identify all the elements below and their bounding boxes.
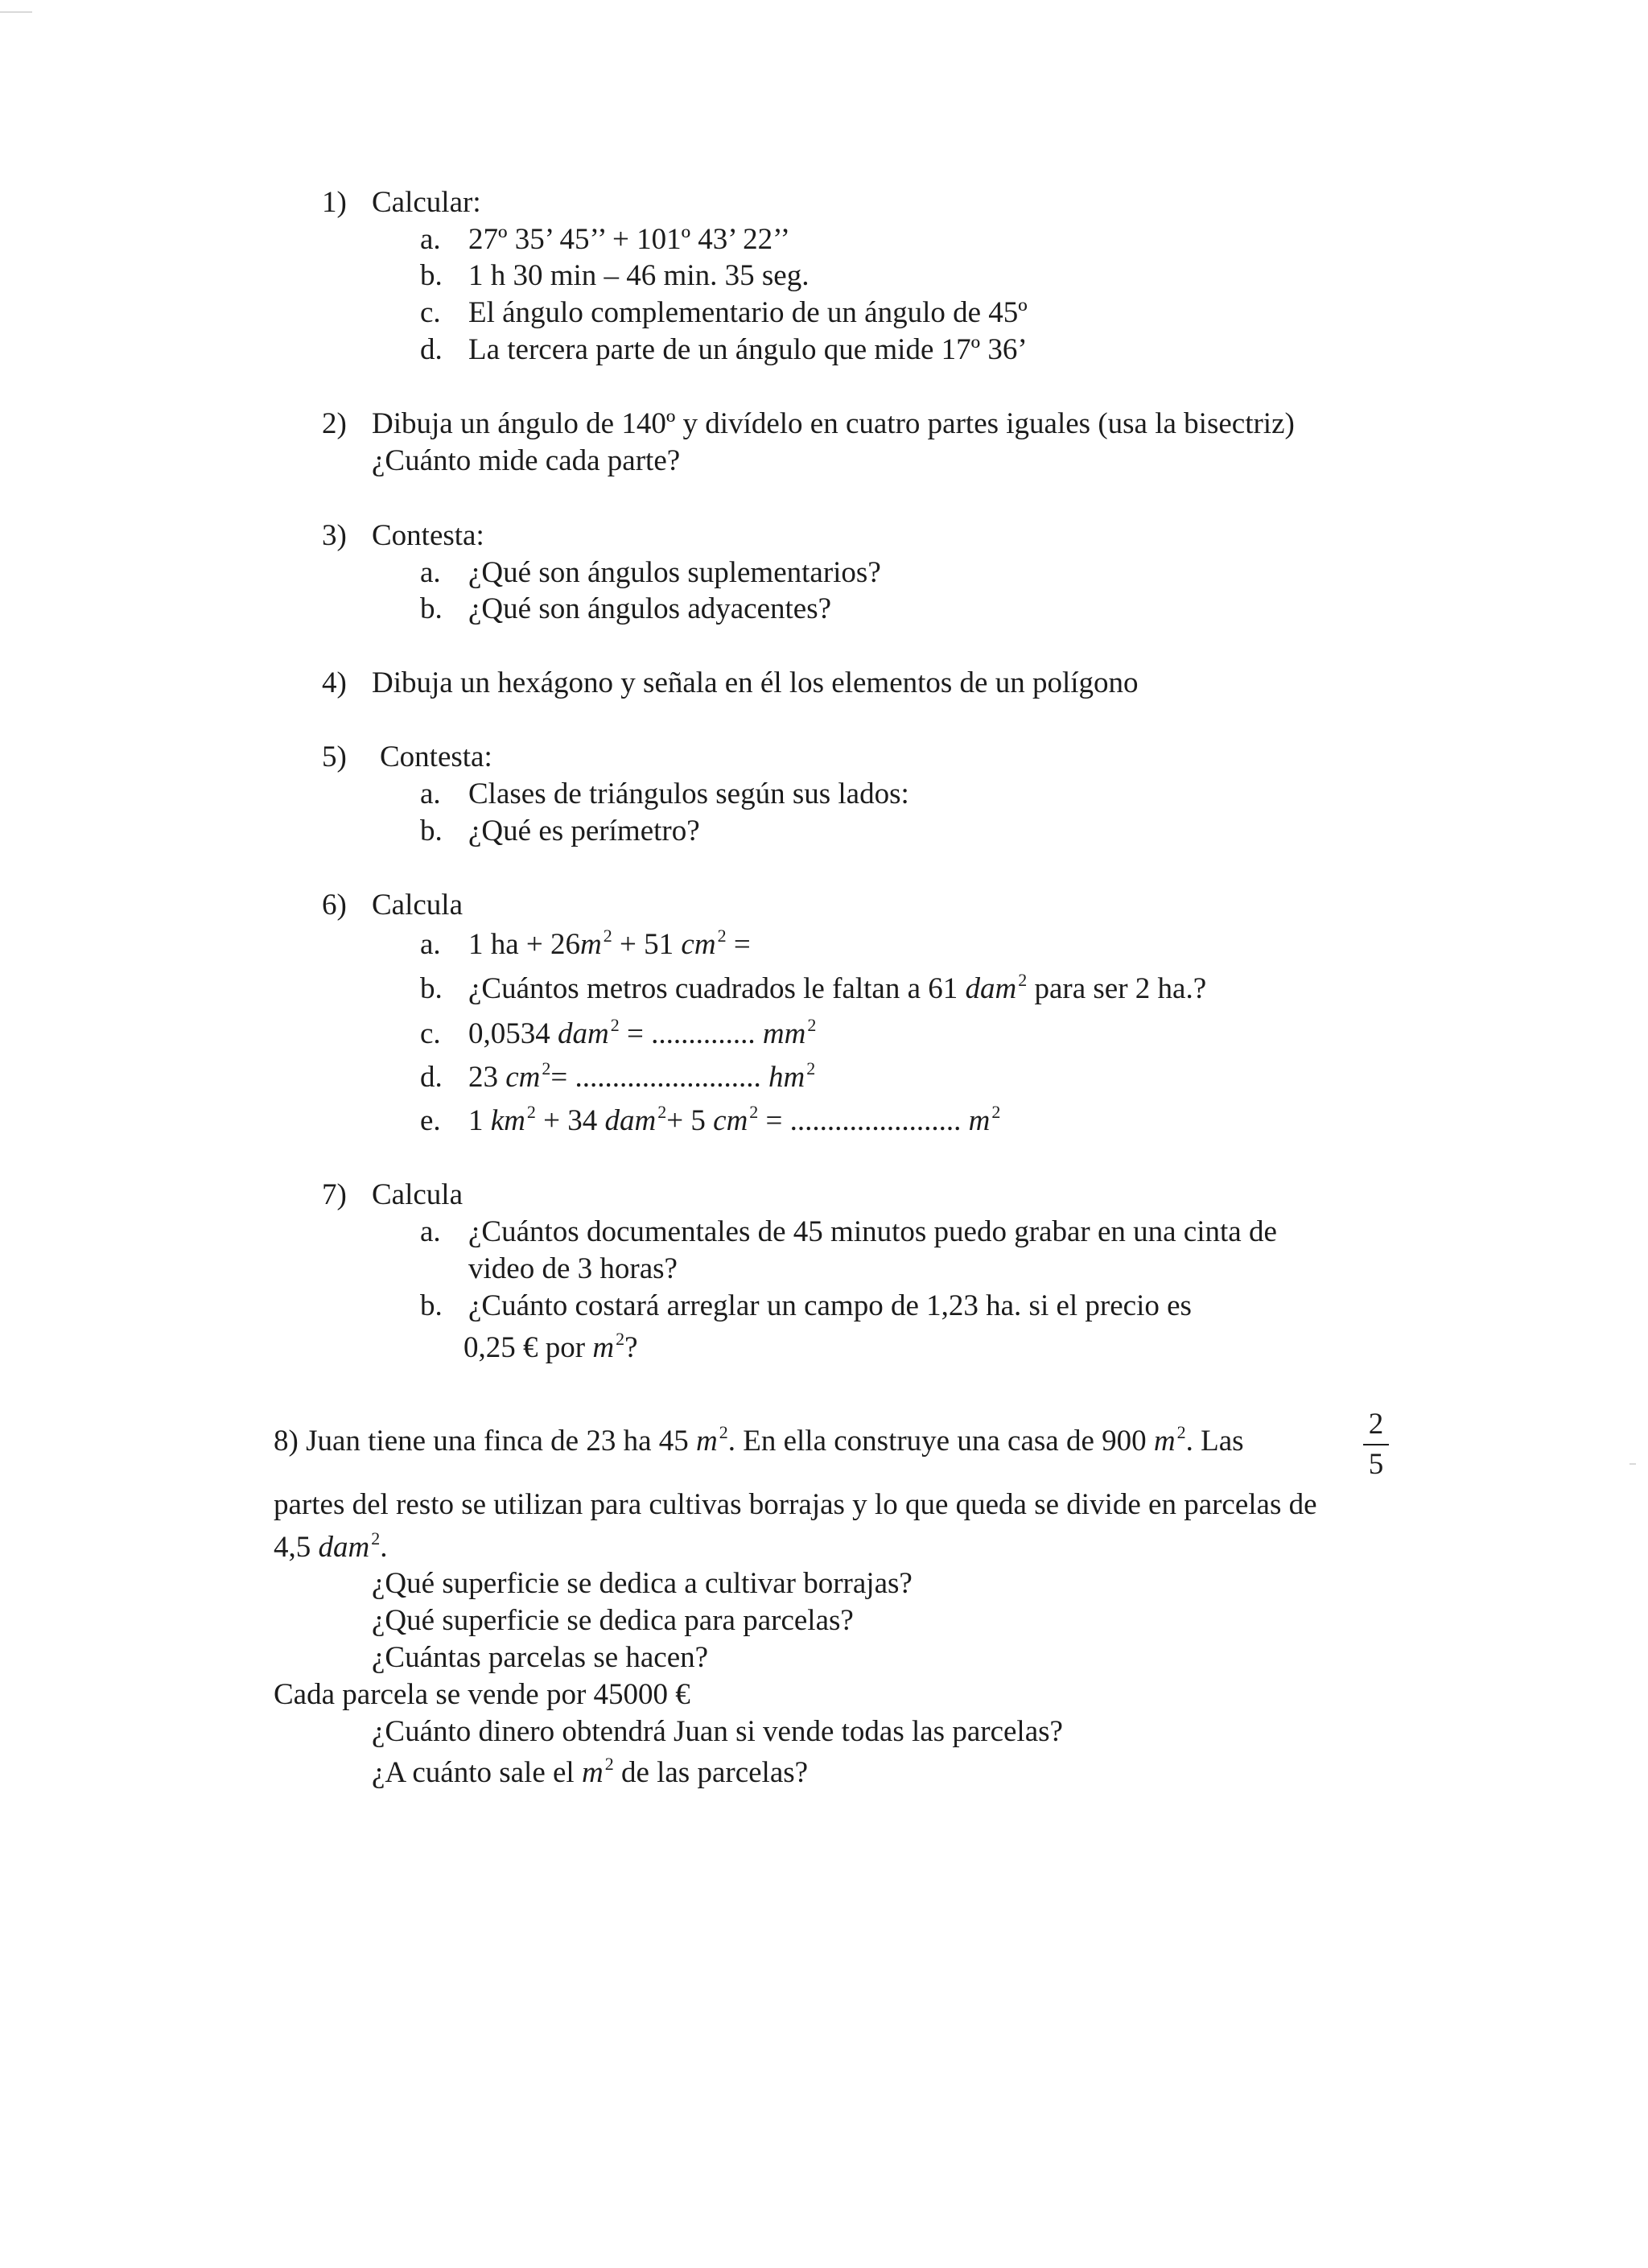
item-formula: ¿Cuántos metros cuadrados le faltan a 61 dam$^2$ para ser 2 ha.? bbox=[468, 970, 1207, 1005]
scan-edge-mark bbox=[0, 11, 32, 13]
question-number: 5) bbox=[322, 740, 347, 773]
item-letter: a. bbox=[420, 928, 441, 961]
question-number: 1) bbox=[322, 186, 347, 219]
sub-question: ¿Cuánto dinero obtendrá Juan si vende todas las parcelas? bbox=[372, 1715, 1063, 1748]
fraction-bar bbox=[1363, 1444, 1389, 1445]
item-formula: 1 ha + $26m^2 + 51$ $cm^2$ = bbox=[468, 926, 751, 961]
question-text: Dibuja un hexágono y señala en él los elementos de un polígono bbox=[372, 666, 1139, 699]
item-letter: a. bbox=[420, 777, 441, 810]
item-letter: d. bbox=[420, 1061, 443, 1094]
question-number: 7) bbox=[322, 1178, 347, 1211]
item-letter: b. bbox=[420, 814, 443, 847]
fraction bbox=[1360, 1407, 1392, 1482]
item-letter: a. bbox=[420, 556, 441, 589]
question-title: Calcula bbox=[372, 889, 464, 922]
item-letter: b. bbox=[420, 592, 443, 625]
question-title: Calcular: bbox=[372, 186, 481, 219]
item-letter: b. bbox=[420, 1289, 443, 1322]
item-text: ¿Cuántos documentales de 45 minutos puedo grabar en una cinta de bbox=[468, 1215, 1277, 1248]
sub-question: ¿Qué superficie se dedica a cultivar borrajas? bbox=[372, 1567, 913, 1600]
item-text: Clases de triángulos según sus lados: bbox=[468, 777, 909, 810]
item-text: ¿Qué es perímetro? bbox=[468, 814, 700, 847]
problem-line: partes del resto se utilizan para cultivas borrajas y lo que queda se divide en parcelas de bbox=[274, 1488, 1317, 1521]
item-text: video de 3 horas? bbox=[468, 1252, 678, 1285]
question-text: Dibuja un ángulo de 140º y divídelo en cuatro partes iguales (usa la bisectriz) bbox=[372, 407, 1295, 440]
problem-line: 4,5 dam$^2$. bbox=[274, 1528, 388, 1564]
item-formula: 0,25 € por $m^2$? bbox=[464, 1329, 638, 1364]
item-letter: a. bbox=[420, 1215, 441, 1248]
item-text: ¿Qué son ángulos suplementarios? bbox=[468, 556, 881, 589]
item-letter: a. bbox=[420, 223, 441, 256]
question-number: 4) bbox=[322, 666, 347, 699]
sub-question: ¿Cuántas parcelas se hacen? bbox=[372, 1641, 709, 1674]
question-title: Contesta: bbox=[372, 519, 484, 552]
question-number: 3) bbox=[322, 519, 347, 552]
item-text: ¿Qué son ángulos adyacentes? bbox=[468, 592, 832, 625]
question-title: Calcula bbox=[372, 1178, 464, 1211]
item-formula: 0,0534 dam$^2$ = .............. $mm^2$ bbox=[468, 1015, 817, 1050]
problem-line: 8) Juan tiene una finca de 23 ha 45 $m^2$. En ella construye una casa de 900 $m^2$. Las bbox=[274, 1422, 1244, 1458]
scan-edge-mark bbox=[1629, 1463, 1636, 1465]
item-text: La tercera parte de un ángulo que mide 17º 36’ bbox=[468, 333, 1028, 366]
fraction-numerator: 2 bbox=[1368, 1408, 1384, 1441]
item-letter: e. bbox=[420, 1104, 441, 1137]
item-letter: b. bbox=[420, 972, 443, 1005]
question-text: ¿Cuánto mide cada parte? bbox=[372, 444, 681, 477]
item-formula: 23 $cm^2=$ ......................... $hm^2$ bbox=[468, 1058, 816, 1094]
item-text: ¿Cuánto costará arreglar un campo de 1,23 ha. si el precio es bbox=[468, 1289, 1192, 1322]
item-text: 1 h 30 min – 46 min. 35 seg. bbox=[468, 259, 810, 292]
item-text: El ángulo complementario de un ángulo de 45º bbox=[468, 296, 1028, 329]
sub-question: ¿Qué superficie se dedica para parcelas? bbox=[372, 1604, 854, 1637]
fraction-denominator: 5 bbox=[1368, 1448, 1384, 1481]
item-letter: b. bbox=[420, 259, 443, 292]
sub-question: ¿A cuánto sale el $m^2$ de las parcelas? bbox=[372, 1754, 809, 1789]
question-number: 2) bbox=[322, 407, 347, 440]
item-formula: 1 $km^2 + 34$ dam$^2$+ 5 $cm^2$ = ....................... $m^2$ bbox=[468, 1102, 1001, 1137]
item-letter: c. bbox=[420, 1017, 441, 1050]
question-title: Contesta: bbox=[380, 740, 492, 773]
item-letter: c. bbox=[420, 296, 441, 329]
question-number: 6) bbox=[322, 889, 347, 922]
problem-line: Cada parcela se vende por 45000 € bbox=[274, 1678, 690, 1711]
item-text: 27º 35’ 45’’ + 101º 43’ 22’’ bbox=[468, 223, 791, 256]
item-letter: d. bbox=[420, 333, 443, 366]
